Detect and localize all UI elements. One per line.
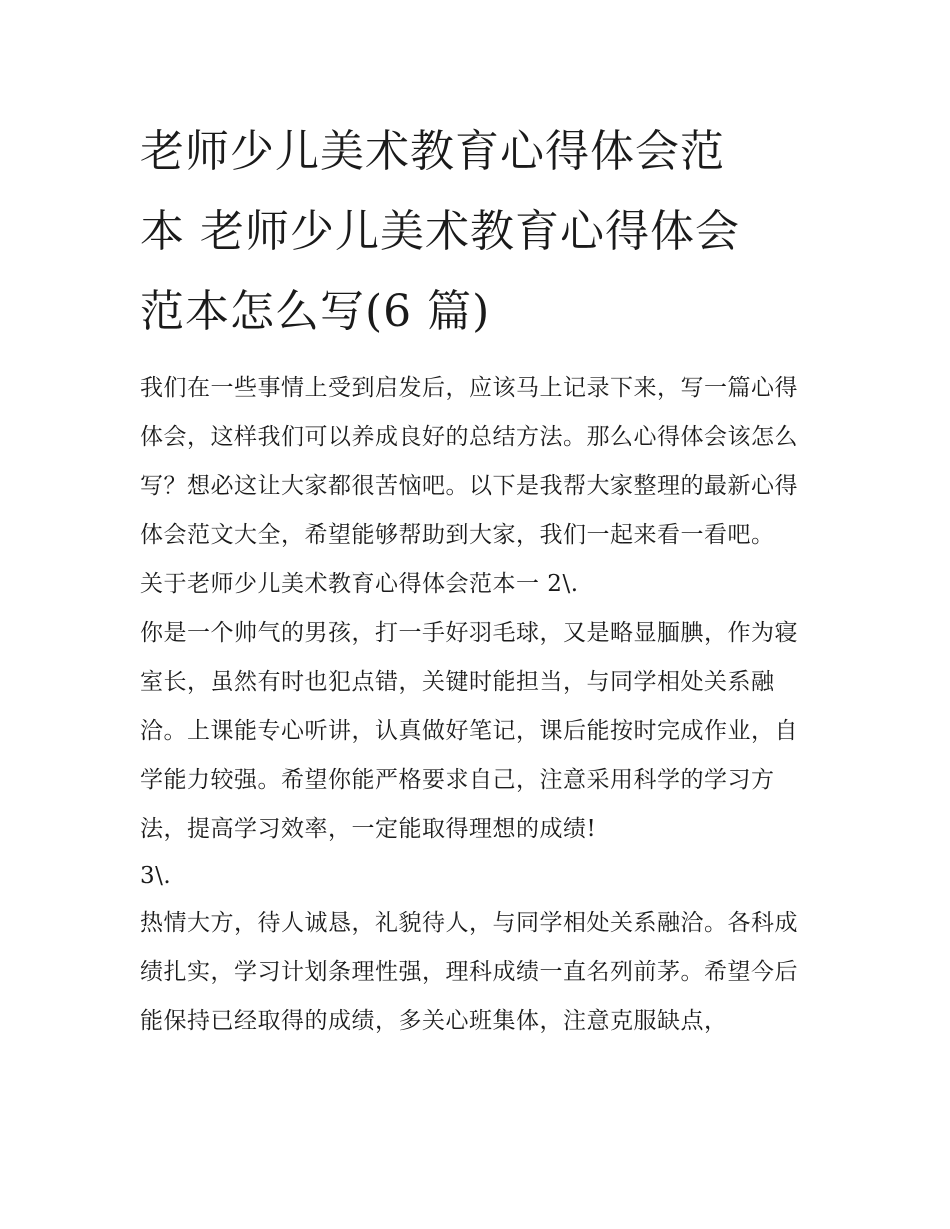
comment-paragraph-3: 热情大方，待人诚恳，礼貌待人，与同学相处关系融洽。各科成绩扎实，学习计划条理性强，理科成绩一直名列前茅。希望今后能保持已经取得的成绩，多关心班集体，注意克服缺点， — [140, 910, 798, 1034]
title-line-3: 范本怎么写(6 篇) — [140, 286, 491, 337]
title-line-2: 本 老师少儿美术教育心得体会 — [140, 206, 740, 257]
intro-paragraph: 我们在一些事情上受到启发后，应该马上记录下来，写一篇心得体会，这样我们可以养成良好的总结方法。那么心得体会该怎么写？想必这让大家都很苦恼吧。以下是我帮大家整理的最新心得体会范文大全，希望能够帮助到大家，我们一起来看一看吧。 — [140, 375, 798, 548]
item-number-3: 3\. — [140, 863, 172, 889]
comment-paragraph-2: 你是一个帅气的男孩，打一手好羽毛球，又是略显腼腆，作为寝室长，虽然有时也犯点错，关键时能担当，与同学相处关系融洽。上课能专心听讲，认真做好笔记，课后能按时完成作业，自学能力较强。希望你能严格要求自己，注意采用科学的学习方法，提高学习效率，一定能取得理想的成绩! — [140, 620, 798, 842]
section-heading: 关于老师少儿美术教育心得体会范本一 2\. — [140, 571, 579, 597]
title-line-1: 老师少儿美术教育心得体会范 — [140, 126, 725, 177]
document-body — [140, 112, 820, 1046]
document-title — [140, 112, 820, 352]
